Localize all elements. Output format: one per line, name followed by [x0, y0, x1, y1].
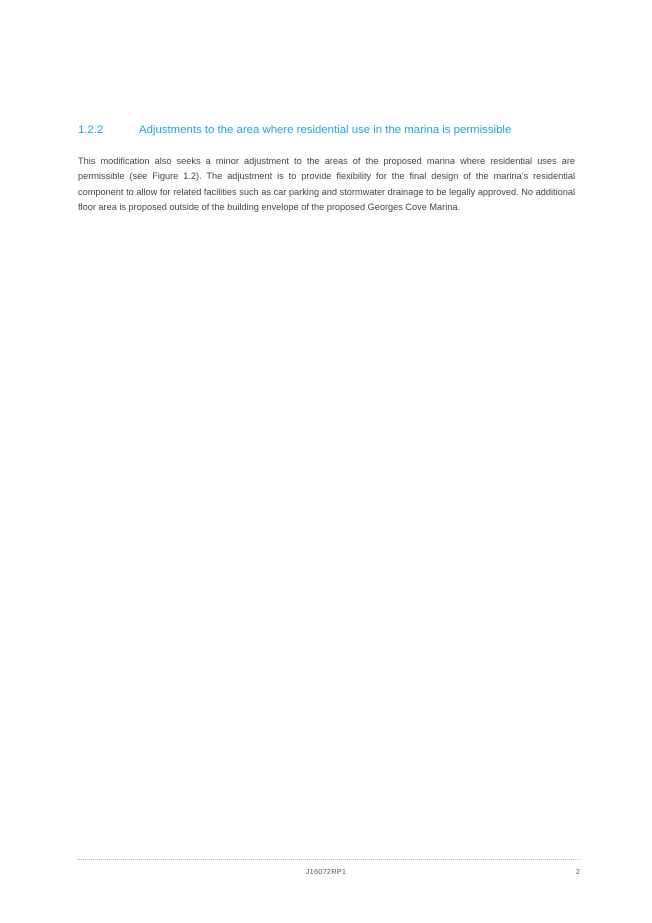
- page-number: 2: [575, 867, 580, 876]
- body-paragraph: This modification also seeks a minor adjustment to the areas of the proposed marina where residential uses are permissible (see Figure 1.2). The adjustment is to provide flexibility for the final design of the marina’s residential component to allow for related facilities such as car parking and stormwater drainage to be legally approved. No additional floor area is proposed outside of the building envelope of the proposed Georges Cove Marina.: [78, 156, 575, 213]
- footer-reference: J16072RP1: [305, 867, 347, 876]
- section-number: 1.2.2: [78, 124, 104, 136]
- section-heading: [78, 124, 598, 136]
- footer-divider: [78, 859, 580, 860]
- section-title: Adjustments to the area where residential use in the marina is permissible: [139, 124, 512, 136]
